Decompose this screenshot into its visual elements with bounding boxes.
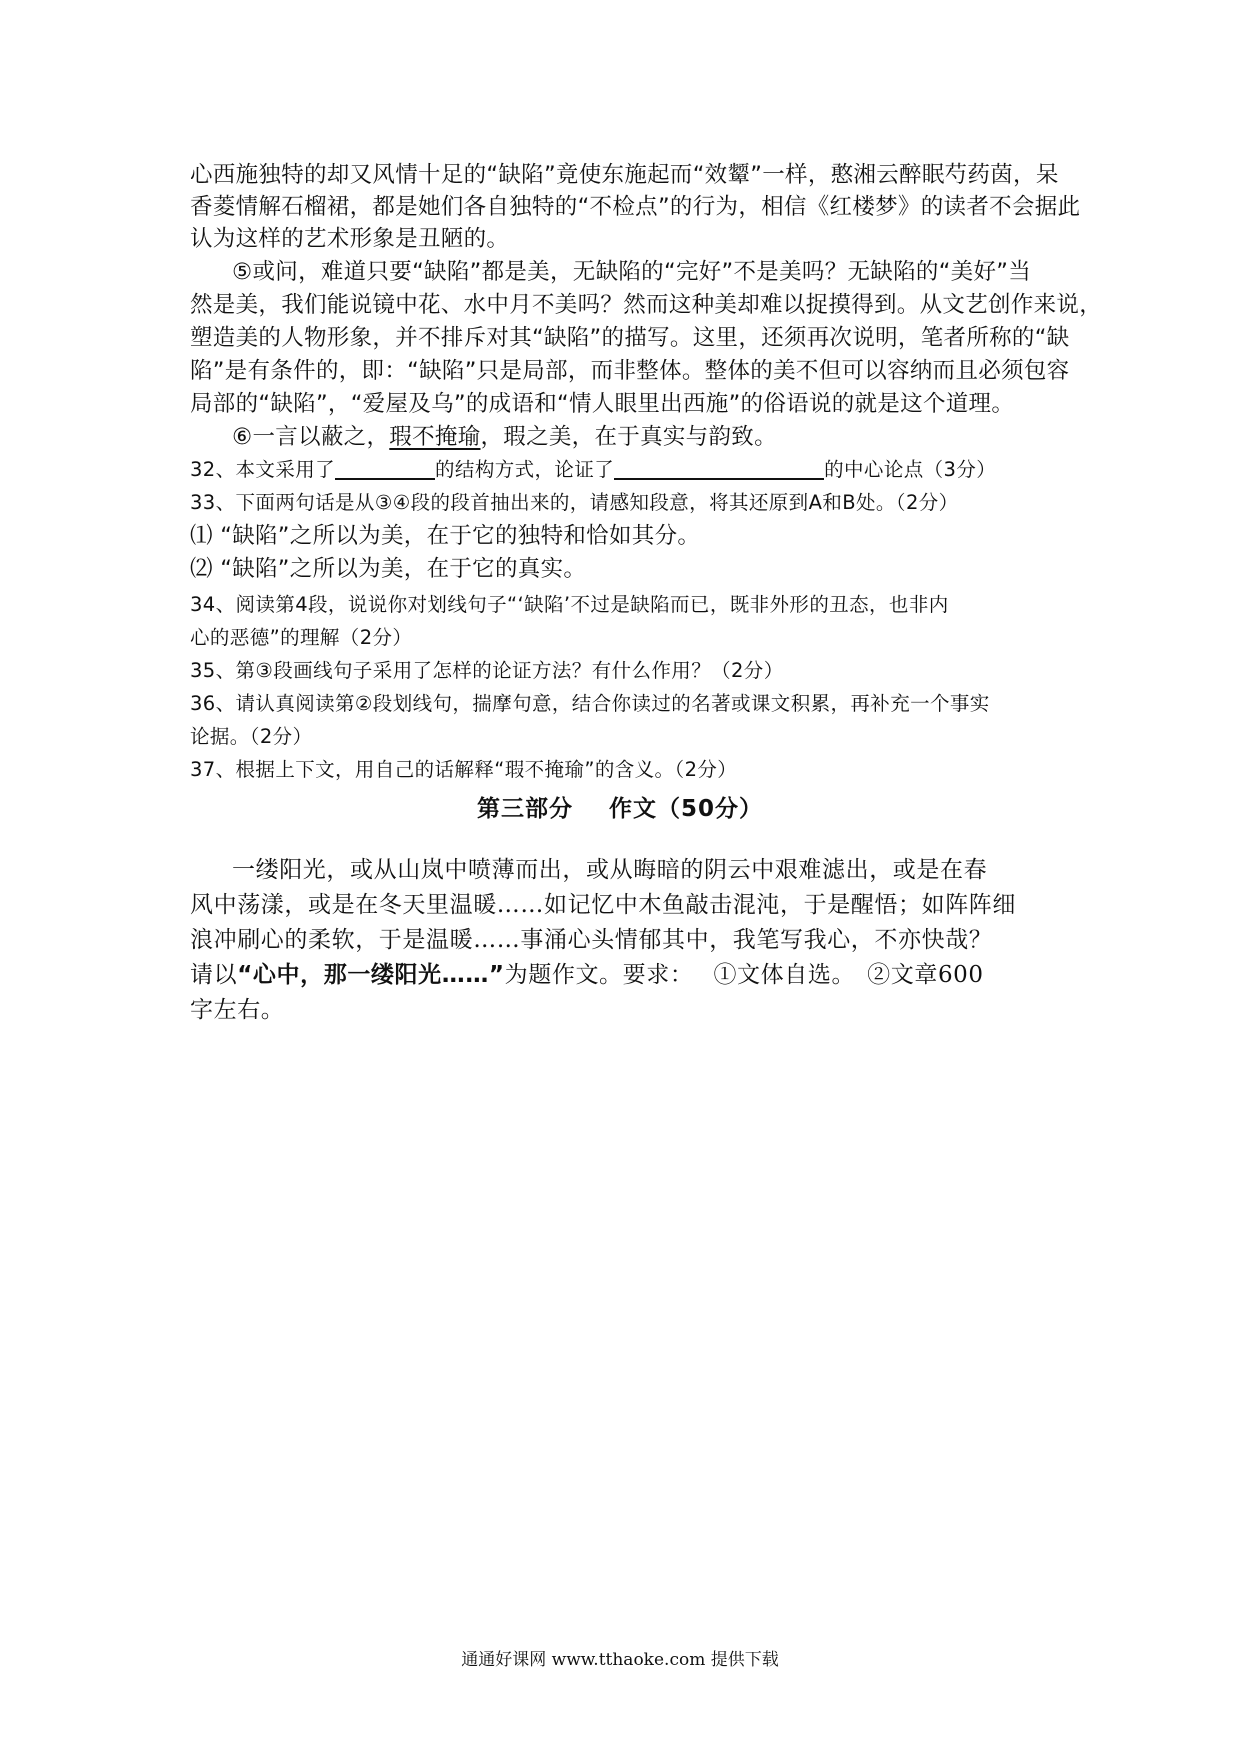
essay-line-4 bbox=[190, 960, 984, 990]
question-36-line-2: 论据。（2分） bbox=[190, 725, 313, 748]
paragraph6-underlined: 瑕不掩瑜 bbox=[389, 424, 481, 450]
essay-line-3: 浪冲刷心的柔软，于是温暖……事涌心头情郁其中，我笔写我心，不亦快哉？ bbox=[190, 927, 993, 953]
sentence-2: ⑵ “缺陷”之所以为美，在于它的真实。 bbox=[190, 556, 587, 582]
paragraph5-line-1: ⑤或问，难道只要“缺陷”都是美，无缺陷的“完好”不是美吗？无缺陷的“美好”当 bbox=[232, 259, 1032, 285]
page-footer: 通通好课网 www.tthaoke.com 提供下载 bbox=[461, 1650, 779, 1670]
paragraph6-suffix: ，瑕之美，在于真实与韵致。 bbox=[480, 424, 777, 450]
essay-line-5: 字左右。 bbox=[190, 997, 285, 1023]
paragraph5-line-4: 陷”是有条件的，即：“缺陷”只是局部，而非整体。整体的美不但可以容纳而且必须包容 bbox=[190, 358, 1070, 384]
paragraph-cont-line-3: 认为这样的艺术形象是丑陋的。 bbox=[190, 226, 510, 252]
section-title-part: 第三部分 bbox=[476, 796, 573, 822]
paragraph5-line-2: 然是美，我们能说镜中花、水中月不美吗？然而这种美却难以捉摸得到。从文艺创作来说， bbox=[190, 292, 1103, 318]
question-37: 37、根据上下文，用自己的话解释“瑕不掩瑜”的含义。（2分） bbox=[190, 758, 738, 781]
q32-part-c: 的中心论点（3分） bbox=[824, 458, 997, 481]
essay-requirements: 为题作文。要求： ①文体自选。 ②文章600 bbox=[504, 962, 984, 988]
paragraph-cont-line-1: 心西施独特的却又风情十足的“缺陷”竟使东施起而“效颦”一样，憨湘云醉眠芍药茵，呆 bbox=[190, 162, 1059, 188]
q32-part-b: 的结构方式，论证了 bbox=[435, 458, 615, 481]
q32-blank-2 bbox=[614, 456, 824, 480]
essay-line-1: 一缕阳光，或从山岚中喷薄而出，或从晦暗的阴云中艰难滤出，或是在春 bbox=[232, 857, 988, 883]
question-34-line-2: 心的恶德”的理解（2分） bbox=[190, 626, 413, 649]
question-35: 35、第③段画线句子采用了怎样的论证方法？有什么作用？（2分） bbox=[190, 659, 784, 682]
question-34-line-1: 34、阅读第4段，说说你对划线句子“‘缺陷’不过是缺陷而已，既非外形的丑态，也非内 bbox=[190, 593, 949, 616]
essay-prefix: 请以 bbox=[190, 962, 238, 988]
question-33: 33、下面两句话是从③④段的段首抽出来的，请感知段意，将其还原到A和B处。（2分） bbox=[190, 491, 959, 514]
question-32 bbox=[190, 455, 996, 485]
section-title-name: 作文（50分） bbox=[608, 796, 763, 822]
paragraph-cont-line-2: 香菱情解石榴裙，都是她们各自独特的“不检点”的行为，相信《红楼梦》的读者不会据此 bbox=[190, 194, 1081, 220]
paragraph5-line-5: 局部的“缺陷”，“爱屋及乌”的成语和“情人眼里出西施”的俗语说的就是这个道理。 bbox=[190, 391, 1015, 417]
essay-topic: “心中，那一缕阳光……” bbox=[237, 962, 505, 988]
paragraph6 bbox=[232, 422, 777, 452]
q32-part-a: 32、本文采用了 bbox=[190, 458, 336, 481]
q32-blank-1 bbox=[335, 456, 435, 480]
paragraph5-line-3: 塑造美的人物形象，并不排斥对其“缺陷”的描写。这里，还须再次说明，笔者所称的“缺 bbox=[190, 325, 1070, 351]
sentence-1: ⑴ “缺陷”之所以为美，在于它的独特和恰如其分。 bbox=[190, 523, 701, 549]
essay-line-2: 风中荡漾，或是在冬天里温暖……如记忆中木鱼敲击混沌，于是醒悟；如阵阵细 bbox=[190, 892, 1016, 918]
paragraph6-prefix: ⑥一言以蔽之， bbox=[232, 424, 390, 450]
question-36-line-1: 36、请认真阅读第②段划线句，揣摩句意，结合你读过的名著或课文积累，再补充一个事实 bbox=[190, 692, 990, 715]
section-title bbox=[0, 790, 1240, 823]
